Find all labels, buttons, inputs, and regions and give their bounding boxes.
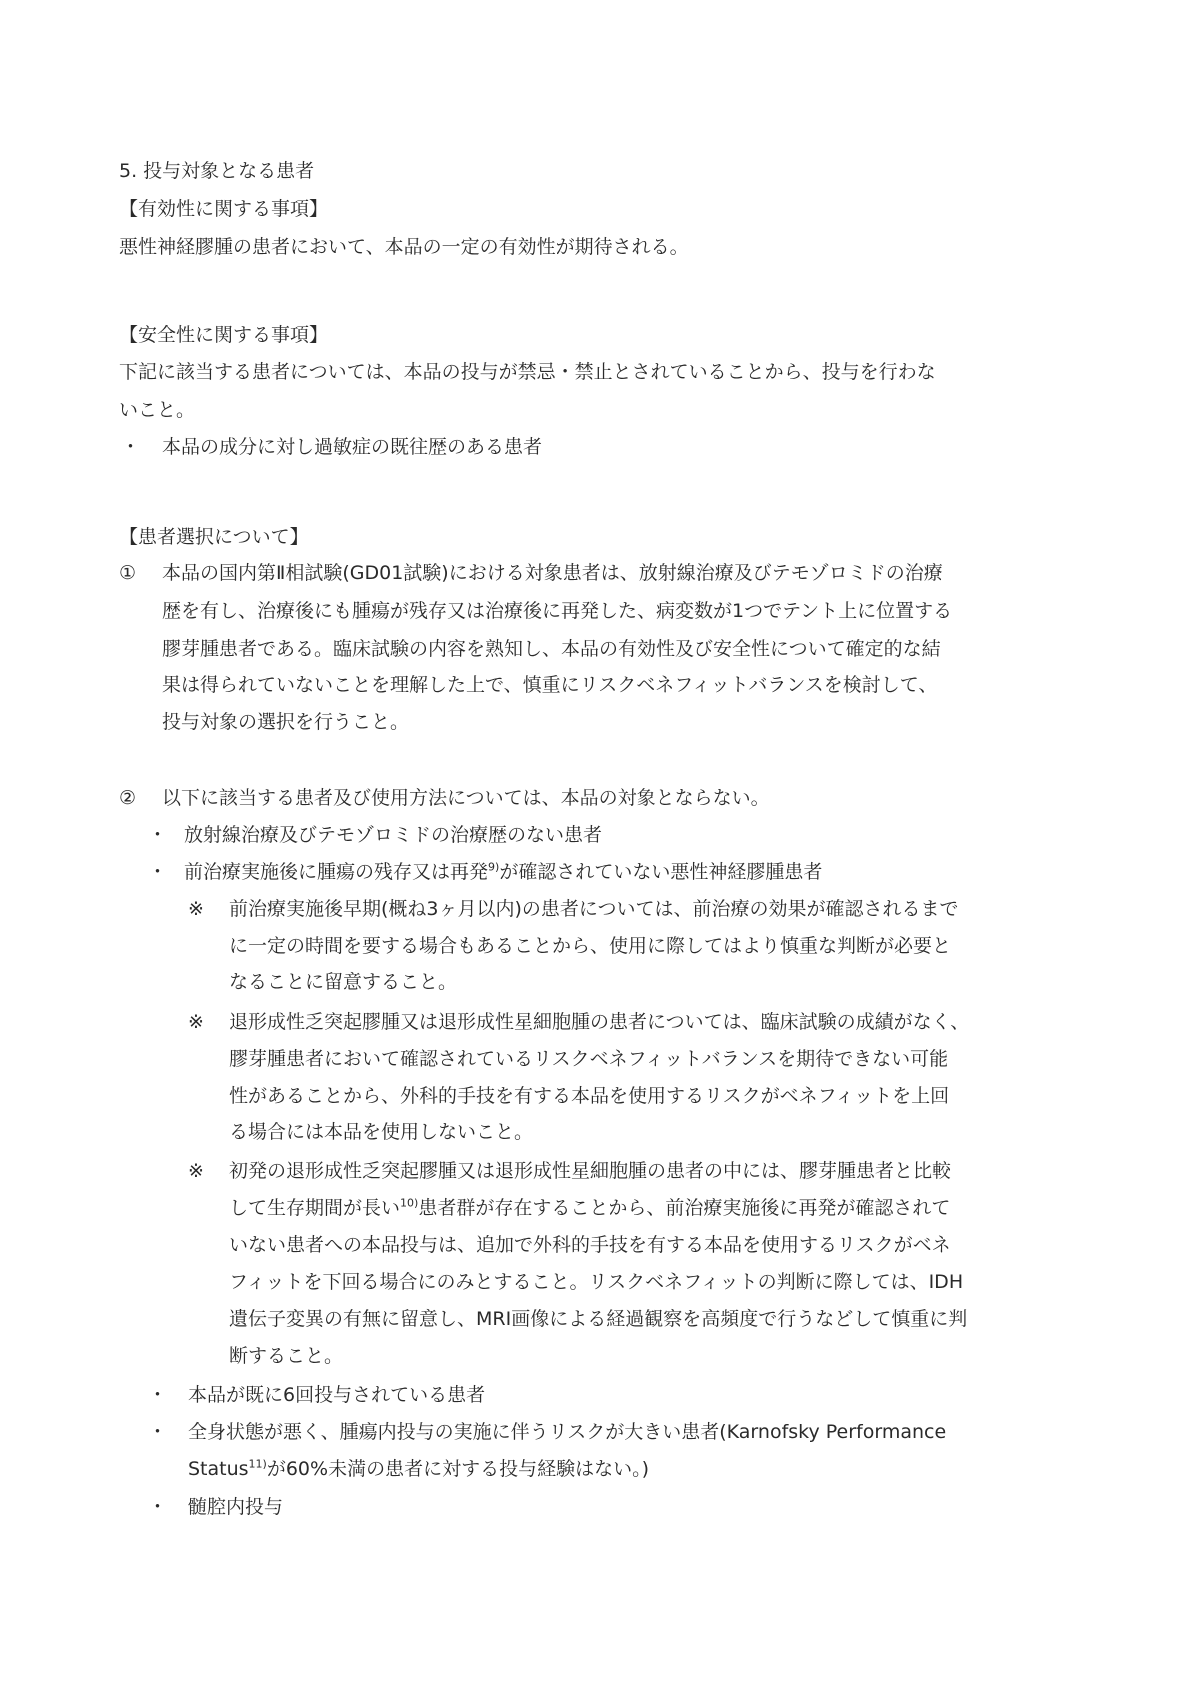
item2-bullet3: 本品が既に6回投与されている患者 xyxy=(188,1384,486,1406)
bullet-marker: ・ xyxy=(148,824,168,846)
safety-bullet: 本品の成分に対し過敏症の既往歴のある患者 xyxy=(162,436,543,458)
note3-line4: フィットを下回る場合にのみとすること。リスクベネフィットの判断に際しては、IDH xyxy=(229,1271,964,1293)
note2-line3: 性があることから、外科的手技を有する本品を使用するリスクがベネフィットを上回 xyxy=(229,1085,950,1107)
bullet-marker: ・ xyxy=(148,1496,168,1518)
note1-line1: 前治療実施後早期(概ね3ヶ月以内)の患者については、前治療の効果が確認されるまで xyxy=(229,898,959,920)
note3-line1: 初発の退形成性乏突起膠腫又は退形成性星細胞腫の患者の中には、膠芽腫患者と比較 xyxy=(229,1160,952,1182)
section-title: 5. 投与対象となる患者 xyxy=(119,160,315,182)
item1-line2: 歴を有し、治療後にも腫瘍が残存又は治療後に再発した、病変数が1つでテント上に位置する xyxy=(162,600,953,622)
item2-bullet5: 髄腔内投与 xyxy=(188,1496,284,1518)
safety-text-line1: 下記に該当する患者については、本品の投与が禁忌・禁止とされていることから、投与を行わな xyxy=(119,361,936,383)
note3-line5: 遺伝子変異の有無に留意し、MRI画像による経過観察を高頻度で行うなどして慎重に判 xyxy=(229,1308,968,1330)
safety-heading: 【安全性に関する事項】 xyxy=(119,324,329,346)
note3-line6: 断すること。 xyxy=(229,1345,344,1367)
note-marker: ※ xyxy=(188,898,204,920)
note1-line3: なることに留意すること。 xyxy=(229,971,458,993)
item1-marker: ① xyxy=(119,562,137,584)
item2-bullet4-line2: Status$^{11)}$が60%未満の患者に対する投与経験はない。) xyxy=(188,1457,649,1480)
bullet-marker: ・ xyxy=(148,1421,168,1443)
note-marker: ※ xyxy=(188,1160,204,1182)
note2-line2: 膠芽腫患者において確認されているリスクベネフィットバランスを期待できない可能 xyxy=(229,1048,949,1070)
item1-line5: 投与対象の選択を行うこと。 xyxy=(162,711,410,733)
note3-line2: して生存期間が長い$^{10)}$患者群が存在することから、前治療実施後に再発が確認されて xyxy=(229,1196,951,1219)
item2-bullet2: 前治療実施後に腫瘍の残存又は再発$^{9)}$が確認されていない悪性神経膠腫患者 xyxy=(184,860,823,883)
efficacy-heading: 【有効性に関する事項】 xyxy=(119,198,329,220)
safety-text-line2: いこと。 xyxy=(119,399,196,421)
note-marker: ※ xyxy=(188,1011,204,1033)
efficacy-text: 悪性神経膠腫の患者において、本品の一定の有効性が期待される。 xyxy=(119,236,689,258)
note2-line4: る場合には本品を使用しないこと。 xyxy=(229,1121,534,1143)
note2-line1: 退形成性乏突起膠腫又は退形成性星細胞腫の患者については、臨床試験の成績がなく、 xyxy=(229,1011,970,1033)
item1-line3: 膠芽腫患者である。臨床試験の内容を熟知し、本品の有効性及び安全性について確定的な結 xyxy=(162,638,941,660)
item2-line1: 以下に該当する患者及び使用方法については、本品の対象とならない。 xyxy=(162,787,770,809)
item2-marker: ② xyxy=(119,787,137,809)
bullet-marker: ・ xyxy=(148,1384,168,1406)
footnote-ref: 10) xyxy=(400,1196,419,1210)
note3-line3: いない患者への本品投与は、追加で外科的手技を有する本品を使用するリスクがベネ xyxy=(229,1234,951,1256)
item1-line1: 本品の国内第Ⅱ相試験(GD01試験)における対象患者は、放射線治療及びテモゾロミドの治療 xyxy=(162,562,943,584)
item2-bullet1: 放射線治療及びテモゾロミドの治療歴のない患者 xyxy=(184,824,603,846)
bullet-marker: ・ xyxy=(148,861,168,883)
footnote-ref: 11) xyxy=(248,1457,267,1471)
item1-line4: 果は得られていないことを理解した上で、慎重にリスクベネフィットバランスを検討して、 xyxy=(162,674,938,696)
note1-line2: に一定の時間を要する場合もあることから、使用に際してはより慎重な判断が必要と xyxy=(229,935,952,957)
footnote-ref: 9) xyxy=(488,860,500,874)
bullet-marker: ・ xyxy=(121,436,141,458)
selection-heading: 【患者選択について】 xyxy=(119,526,309,548)
item2-bullet4-line1: 全身状態が悪く、腫瘍内投与の実施に伴うリスクが大きい患者(Karnofsky Performance xyxy=(188,1421,947,1443)
